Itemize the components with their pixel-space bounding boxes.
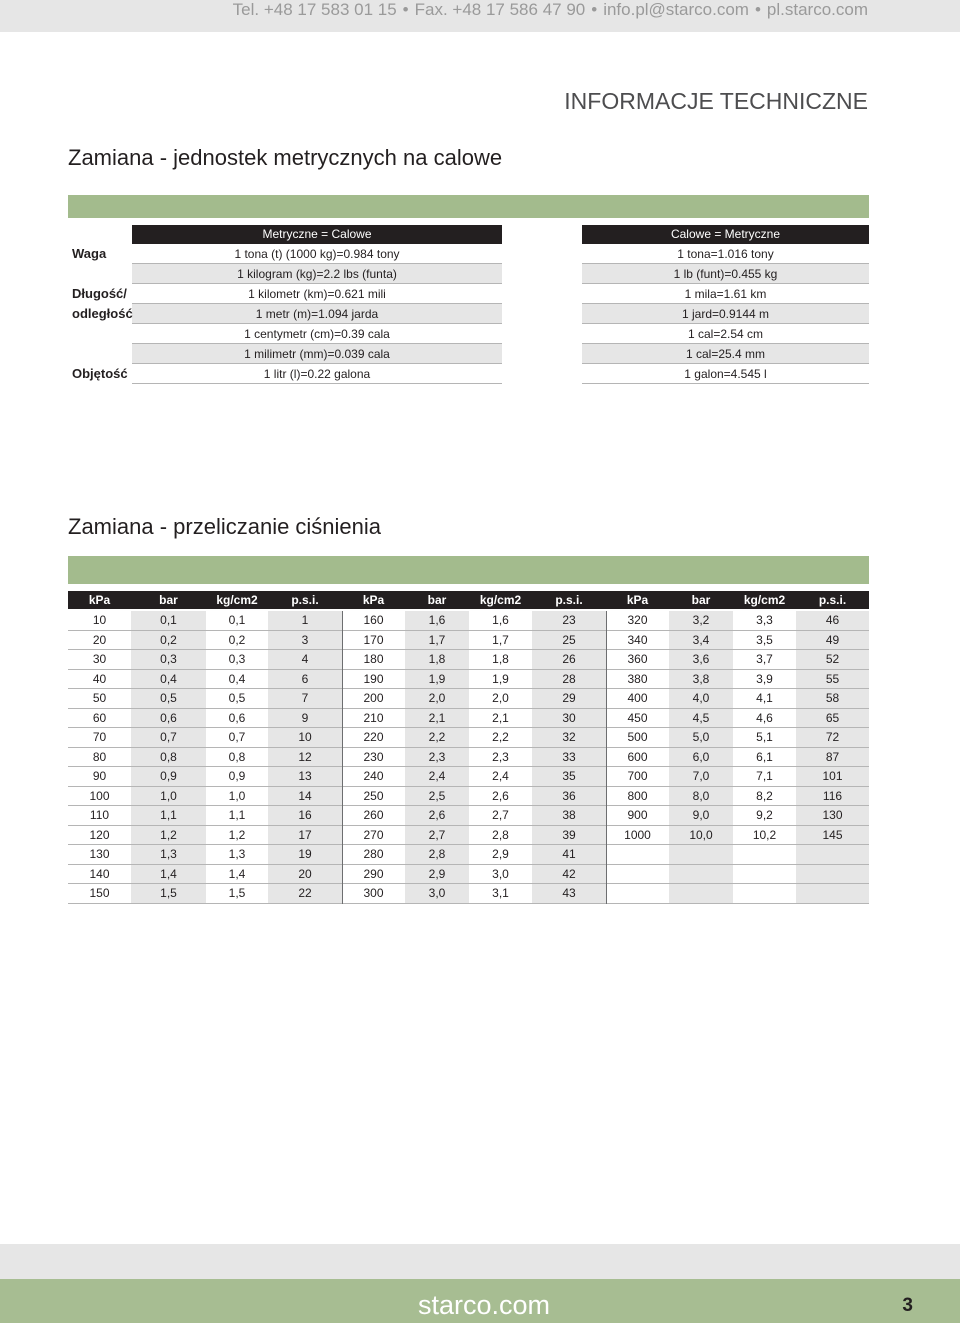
pressure-cell: 2,0 (405, 689, 469, 709)
pressure-header-cell: bar (691, 593, 711, 607)
pressure-cell: 7 (268, 689, 342, 709)
pressure-cell: 1,7 (405, 631, 469, 651)
pressure-cell: 19 (268, 845, 342, 865)
pressure-cell: 1,1 (131, 806, 206, 826)
group-divider (342, 611, 343, 904)
pressure-cell: 2,9 (469, 845, 532, 865)
pressure-cell (796, 845, 869, 865)
pressure-row (68, 728, 869, 748)
pressure-cell: 70 (68, 728, 131, 748)
pressure-cell: 145 (796, 826, 869, 846)
pressure-cell: 100 (68, 787, 131, 807)
pressure-cell: 200 (342, 689, 405, 709)
pressure-row (68, 670, 869, 690)
pressure-cell: 2,6 (469, 787, 532, 807)
pressure-cell: 0,9 (131, 767, 206, 787)
pressure-cell: 0,6 (131, 709, 206, 729)
pressure-cell: 2,0 (469, 689, 532, 709)
pressure-cell: 65 (796, 709, 869, 729)
pressure-cell: 1,4 (131, 865, 206, 885)
conversion-row (68, 304, 869, 324)
pressure-cell: 0,3 (131, 650, 206, 670)
pressure-cell: 2,2 (405, 728, 469, 748)
pressure-header-cell: kPa (88, 593, 111, 607)
pressure-cell: 380 (606, 670, 669, 690)
pressure-cell: 2,1 (405, 709, 469, 729)
contact-info (233, 0, 868, 20)
pressure-cell: 10,2 (733, 826, 796, 846)
pressure-cell (796, 884, 869, 904)
pressure-cell: 52 (796, 650, 869, 670)
pressure-cell: 20 (68, 631, 131, 651)
pressure-cell: 800 (606, 787, 669, 807)
pressure-cell: 0,2 (206, 631, 268, 651)
conversion-row (68, 264, 869, 284)
pressure-cell: 6,0 (669, 748, 733, 768)
imperial-to-metric-cell: 1 galon=4.545 l (582, 364, 869, 384)
pressure-cell: 1,2 (206, 826, 268, 846)
pressure-header-cell: kg/cm2 (743, 593, 786, 607)
metric-to-imperial-cell: 1 tona (t) (1000 kg)=0.984 tony (132, 244, 502, 264)
footer-site[interactable]: starco.com (418, 1290, 551, 1320)
pressure-cell: 0,9 (206, 767, 268, 787)
pressure-cell: 3,4 (669, 631, 733, 651)
pressure-cell: 360 (606, 650, 669, 670)
pressure-cell: 2,1 (469, 709, 532, 729)
pressure-cell: 13 (268, 767, 342, 787)
pressure-cell: 14 (268, 787, 342, 807)
pressure-cell: 270 (342, 826, 405, 846)
pressure-cell: 500 (606, 728, 669, 748)
pressure-cell: 2,8 (405, 845, 469, 865)
pressure-cell: 340 (606, 631, 669, 651)
pressure-cell: 3,1 (469, 884, 532, 904)
pressure-cell: 0,5 (206, 689, 268, 709)
pressure-row (68, 611, 869, 631)
pressure-cell: 3,3 (733, 611, 796, 631)
conversion-row (68, 344, 869, 364)
pressure-row (68, 826, 869, 846)
pressure-cell: 10 (268, 728, 342, 748)
pressure-cell: 46 (796, 611, 869, 631)
pressure-cell: 20 (268, 865, 342, 885)
pressure-cell: 49 (796, 631, 869, 651)
pressure-header-cell: p.s.i. (291, 593, 319, 607)
pressure-cell: 2,8 (469, 826, 532, 846)
pressure-cell: 0,2 (131, 631, 206, 651)
conversion-row (68, 364, 869, 384)
conversion-green-bar (68, 195, 869, 218)
pressure-cell: 1000 (606, 826, 669, 846)
metric-to-imperial-cell: 1 litr (l)=0.22 galona (132, 364, 502, 384)
pressure-cell: 0,4 (206, 670, 268, 690)
pressure-header-cell: kPa (362, 593, 385, 607)
pressure-cell: 29 (532, 689, 606, 709)
pressure-cell: 35 (532, 767, 606, 787)
pressure-cell: 2,6 (405, 806, 469, 826)
pressure-heading: Zamiana - przeliczanie ciśnienia (68, 514, 382, 539)
pressure-cell: 3,6 (669, 650, 733, 670)
pressure-cell: 1,9 (469, 670, 532, 690)
pressure-cell: 8,0 (669, 787, 733, 807)
imperial-to-metric-cell: 1 cal=2.54 cm (582, 324, 869, 344)
pressure-cell: 0,7 (206, 728, 268, 748)
pressure-cell (669, 845, 733, 865)
category-distance: odległość (72, 306, 133, 321)
pressure-cell: 22 (268, 884, 342, 904)
pressure-cell: 220 (342, 728, 405, 748)
pressure-cell: 72 (796, 728, 869, 748)
pressure-cell: 39 (532, 826, 606, 846)
conversion-row (68, 284, 869, 304)
website-link[interactable]: pl.starco.com (766, 0, 868, 19)
pressure-cell: 0,1 (131, 611, 206, 631)
category-length: Długość/ (72, 286, 127, 301)
pressure-cell: 4,0 (669, 689, 733, 709)
pressure-cell: 1,2 (131, 826, 206, 846)
pressure-cell: 2,7 (405, 826, 469, 846)
pressure-cell: 0,6 (206, 709, 268, 729)
pressure-header-cell: p.s.i. (818, 593, 847, 607)
pressure-cell (733, 884, 796, 904)
pressure-row (68, 748, 869, 768)
pressure-cell: 1,9 (405, 670, 469, 690)
pressure-cell: 130 (68, 845, 131, 865)
pressure-cell: 16 (268, 806, 342, 826)
pressure-cell: 33 (532, 748, 606, 768)
pressure-cell: 160 (342, 611, 405, 631)
pressure-cell: 4,6 (733, 709, 796, 729)
footer (0, 1279, 960, 1323)
pressure-cell: 23 (532, 611, 606, 631)
fax-number: Fax. +48 17 586 47 90 (414, 0, 586, 19)
pressure-row (68, 884, 869, 904)
pressure-cell: 180 (342, 650, 405, 670)
pressure-cell: 90 (68, 767, 131, 787)
pressure-cell (669, 884, 733, 904)
pressure-cell: 10,0 (669, 826, 733, 846)
pressure-cell: 9,0 (669, 806, 733, 826)
pressure-cell: 140 (68, 865, 131, 885)
metric-to-imperial-cell: 1 kilogram (kg)=2.2 lbs (funta) (132, 264, 502, 284)
pressure-cell: 6,1 (733, 748, 796, 768)
pressure-cell: 28 (532, 670, 606, 690)
pressure-cell: 2,4 (405, 767, 469, 787)
pressure-cell: 1,8 (405, 650, 469, 670)
pressure-row (68, 650, 869, 670)
pressure-cell: 87 (796, 748, 869, 768)
pressure-cell: 25 (532, 631, 606, 651)
pressure-cell: 700 (606, 767, 669, 787)
pressure-cell: 38 (532, 806, 606, 826)
pressure-cell: 0,5 (131, 689, 206, 709)
pressure-header-cell: kg/cm2 (479, 593, 522, 607)
pressure-cell: 2,5 (405, 787, 469, 807)
pressure-cell (733, 845, 796, 865)
pressure-cell: 40 (68, 670, 131, 690)
pressure-green-bar (68, 556, 869, 584)
imperial-to-metric-cell: 1 mila=1.61 km (582, 284, 869, 304)
pressure-cell: 1,1 (206, 806, 268, 826)
separator-dot: • (754, 0, 761, 19)
pressure-cell: 280 (342, 845, 405, 865)
pressure-cell: 1,5 (131, 884, 206, 904)
pressure-cell: 1,6 (469, 611, 532, 631)
pressure-cell: 60 (68, 709, 131, 729)
conversion-row (68, 244, 869, 264)
pressure-cell: 210 (342, 709, 405, 729)
pressure-cell: 3,0 (469, 865, 532, 885)
pressure-cell: 10 (68, 611, 131, 631)
header-imperial-to-metric: Calowe = Metryczne (582, 225, 869, 244)
pressure-cell: 2,4 (469, 767, 532, 787)
pressure-cell: 5,1 (733, 728, 796, 748)
pressure-cell: 1,0 (206, 787, 268, 807)
conversion-row (68, 324, 869, 344)
pressure-cell: 600 (606, 748, 669, 768)
pressure-cell: 2,2 (469, 728, 532, 748)
pressure-cell: 1,3 (206, 845, 268, 865)
pressure-cell: 4,5 (669, 709, 733, 729)
pressure-row (68, 806, 869, 826)
pressure-cell: 3,2 (669, 611, 733, 631)
pressure-cell: 190 (342, 670, 405, 690)
pressure-cell: 3,0 (405, 884, 469, 904)
pressure-cell: 900 (606, 806, 669, 826)
metric-to-imperial-cell: 1 kilometr (km)=0.621 mili (132, 284, 502, 304)
pressure-row (68, 845, 869, 865)
pressure-cell: 0,1 (206, 611, 268, 631)
pressure-cell: 2,3 (405, 748, 469, 768)
pressure-row (68, 767, 869, 787)
pressure-cell: 400 (606, 689, 669, 709)
pressure-cell: 32 (532, 728, 606, 748)
pressure-cell: 290 (342, 865, 405, 885)
pressure-row (68, 631, 869, 651)
pressure-cell: 116 (796, 787, 869, 807)
pressure-cell: 300 (342, 884, 405, 904)
metric-to-imperial-cell: 1 metr (m)=1.094 jarda (132, 304, 502, 324)
conversion-heading: Zamiana - jednostek metrycznych na calowe (68, 145, 503, 170)
pressure-cell: 5,0 (669, 728, 733, 748)
pressure-row (68, 865, 869, 885)
pressure-cell: 0,3 (206, 650, 268, 670)
pressure-cell: 250 (342, 787, 405, 807)
pressure-cell (606, 865, 669, 885)
pressure-cell: 260 (342, 806, 405, 826)
pressure-cell: 110 (68, 806, 131, 826)
pressure-cell: 1,3 (131, 845, 206, 865)
pressure-cell: 450 (606, 709, 669, 729)
contact-bar (0, 0, 960, 32)
pressure-cell: 1,5 (206, 884, 268, 904)
pressure-cell: 2,9 (405, 865, 469, 885)
pressure-cell: 9 (268, 709, 342, 729)
imperial-to-metric-cell: 1 lb (funt)=0.455 kg (582, 264, 869, 284)
separator-dot: • (402, 0, 409, 19)
pressure-cell: 80 (68, 748, 131, 768)
pressure-cell: 1,6 (405, 611, 469, 631)
pressure-cell: 30 (68, 650, 131, 670)
pressure-cell: 3 (268, 631, 342, 651)
pressure-row (68, 689, 869, 709)
pressure-cell (669, 865, 733, 885)
category-volume: Objętość (72, 366, 128, 381)
pressure-row (68, 709, 869, 729)
pressure-cell: 12 (268, 748, 342, 768)
pressure-cell (796, 865, 869, 885)
email-link[interactable]: info.pl@starco.com (603, 0, 749, 19)
pressure-cell: 1 (268, 611, 342, 631)
pressure-cell: 1,4 (206, 865, 268, 885)
pressure-cell: 9,2 (733, 806, 796, 826)
pressure-cell: 30 (532, 709, 606, 729)
pressure-cell: 3,8 (669, 670, 733, 690)
metric-to-imperial-cell: 1 milimetr (mm)=0.039 cala (132, 344, 502, 364)
pressure-cell: 50 (68, 689, 131, 709)
imperial-to-metric-cell: 1 cal=25.4 mm (582, 344, 869, 364)
pressure-row (68, 787, 869, 807)
pressure-cell: 1,7 (469, 631, 532, 651)
pressure-cell: 170 (342, 631, 405, 651)
separator-dot: • (591, 0, 598, 19)
pressure-cell: 150 (68, 884, 131, 904)
pressure-cell: 2,7 (469, 806, 532, 826)
pressure-cell: 36 (532, 787, 606, 807)
pressure-cell: 4 (268, 650, 342, 670)
category-weight: Waga (72, 246, 107, 261)
pressure-cell: 2,3 (469, 748, 532, 768)
pressure-cell: 55 (796, 670, 869, 690)
pressure-cell: 0,7 (131, 728, 206, 748)
pressure-cell: 0,8 (206, 748, 268, 768)
pressure-cell: 41 (532, 845, 606, 865)
pressure-table-header (68, 591, 869, 609)
pressure-cell: 101 (796, 767, 869, 787)
pressure-cell (606, 845, 669, 865)
pressure-header-cell: bar (159, 593, 178, 607)
pressure-cell: 8,2 (733, 787, 796, 807)
pressure-cell: 230 (342, 748, 405, 768)
pressure-cell: 7,0 (669, 767, 733, 787)
pressure-cell: 320 (606, 611, 669, 631)
pressure-cell: 58 (796, 689, 869, 709)
phone-number: Tel. +48 17 583 01 15 (232, 0, 397, 19)
pressure-cell: 3,5 (733, 631, 796, 651)
pressure-cell: 3,7 (733, 650, 796, 670)
pressure-cell: 1,0 (131, 787, 206, 807)
page-number: 3 (902, 1295, 913, 1316)
pressure-cell: 43 (532, 884, 606, 904)
pressure-header-cell: kPa (626, 593, 649, 607)
pressure-header-cell: bar (427, 593, 447, 607)
section-title: INFORMACJE TECHNICZNE (564, 88, 868, 114)
pressure-cell: 240 (342, 767, 405, 787)
header-metric-to-imperial: Metryczne = Calowe (132, 225, 502, 244)
pressure-cell: 130 (796, 806, 869, 826)
imperial-to-metric-cell: 1 jard=0.9144 m (582, 304, 869, 324)
pressure-cell: 26 (532, 650, 606, 670)
metric-to-imperial-cell: 1 centymetr (cm)=0.39 cala (132, 324, 502, 344)
footer-gray-band (0, 1244, 960, 1279)
pressure-cell (733, 865, 796, 885)
pressure-cell: 3,9 (733, 670, 796, 690)
pressure-header-cell: kg/cm2 (216, 593, 258, 607)
pressure-cell: 0,8 (131, 748, 206, 768)
pressure-cell: 4,1 (733, 689, 796, 709)
pressure-cell: 0,4 (131, 670, 206, 690)
imperial-to-metric-cell: 1 tona=1.016 tony (582, 244, 869, 264)
pressure-cell: 17 (268, 826, 342, 846)
pressure-cell: 6 (268, 670, 342, 690)
pressure-cell: 42 (532, 865, 606, 885)
pressure-cell: 1,8 (469, 650, 532, 670)
pressure-cell: 120 (68, 826, 131, 846)
pressure-header-cell: p.s.i. (555, 593, 583, 607)
pressure-cell (606, 884, 669, 904)
group-divider (606, 611, 607, 904)
pressure-cell: 7,1 (733, 767, 796, 787)
